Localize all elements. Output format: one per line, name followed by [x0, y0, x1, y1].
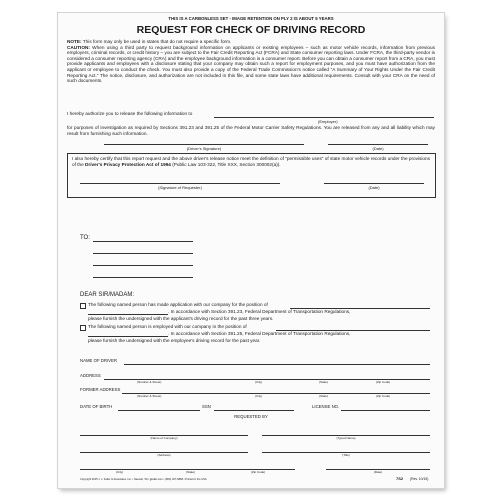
form-page	[58, 13, 444, 488]
copyright-footer: Copyright 2015 J. J. Keller & Associates, Inc. • Neenah, WI • jjkeller.com • (800) 327-6868 • Printed in the USA	[80, 478, 207, 481]
option2-text-3: please furnish the undersigned with the employee's driving record for the past year.	[88, 338, 261, 343]
former-address-label: FORMER ADDRESS	[80, 387, 121, 392]
note-paragraph	[67, 39, 435, 84]
form-revision: (Rev. 10/15)	[410, 476, 429, 481]
option2-text-2: . In accordance with Section 391.25, Federal Department of Transportation Regulations,	[168, 331, 351, 336]
requested-by-label: REQUESTED BY	[234, 414, 268, 419]
company-state-caption: (State)	[186, 470, 196, 474]
to-label: TO:	[80, 235, 90, 241]
requester-signature-caption: (Signature of Requester)	[158, 185, 202, 190]
option1-text-3: please furnish the undersigned with the applicant's driving record for the past three years.	[88, 316, 274, 321]
option2-text-1: The following named person is employed with our company in the position of	[88, 324, 247, 329]
to-line-4[interactable]	[93, 277, 193, 278]
investigation-text: for purposes of investigation as required by Sections 391.23 and 391.25 of the Federal Motor Carrier Safety Regulations. You are released from any and all liability which may result from furnishing such information.	[67, 125, 435, 136]
driver-signature-caption: (Driver's Signature)	[186, 146, 222, 151]
caution-label: CAUTION:	[67, 44, 90, 50]
driver-date-caption: (Date)	[372, 146, 384, 151]
option1-text-2: . In accordance with Section 391.23, Federal Department of Transportation Regulations,	[168, 309, 351, 314]
note-text: This form may only be used in states that do not require a specific form.	[81, 39, 232, 44]
dear-label: DEAR SIR/MADAM:	[80, 292, 135, 298]
address-city-caption: (City)	[255, 380, 263, 384]
company-city-caption: (City)	[116, 470, 124, 474]
to-line-3[interactable]	[93, 265, 193, 266]
to-line-1[interactable]	[93, 241, 193, 242]
form-title: REQUEST FOR CHECK OF DRIVING RECORD	[136, 24, 366, 36]
employer-line[interactable]	[214, 117, 434, 118]
license-no-line[interactable]	[341, 410, 430, 411]
option1-text-1: The following named person has made application with our company for the position of	[88, 302, 268, 307]
title-caption: (Title)	[342, 453, 350, 457]
ssn-label: SSN	[202, 404, 211, 409]
requester-signature-line[interactable]	[80, 183, 280, 184]
driver-date-line[interactable]	[328, 144, 428, 145]
certification-text: I also hereby certify that this report request and the above driver's release notice meet the definition of "permissible uses" of state motor vehicle records under the provisions of the Driver's Privacy Protection Act of 1994 (Public Law 103-322, Title XXX, Section 300002(a)).	[72, 156, 430, 167]
former-city-caption: (City)	[255, 394, 263, 398]
caution-text: When using a third party to request background information on applicants or existing employees – such as motor vehicle records, information from previous employers, criminal records, or credit history – you are subject to the Fair Credit Reporting Act (FCRA) and State consumer reporting laws. Under FCRA, the third-party vendor is considered a consumer reporting agency (CRA) and the employee background information is a consumer report. Before you can obtain a consumer report from a CRA, you must provide applicants and employees with a disclosure stating that your company may obtain such a report for employment purposes, and you must have authorization from the applicant or employee to conduct the check. You must also provide a copy of the Federal Trade Commission's notice called "A Summary of Your Rights Under the Fair Credit Reporting Act." The notice, disclosure, and authorization are not included in this file, and some state laws have additional requirements. Consult with your CRA on the need of such documents.	[67, 44, 435, 84]
typed-name-caption: (Typed Name)	[336, 436, 356, 440]
requester-date-caption: (Date)	[368, 185, 380, 190]
privacy-act-name: Driver's Privacy Protection Act of 1994	[85, 161, 171, 167]
name-of-driver-label: NAME OF DRIVER	[80, 358, 118, 363]
address-street-caption: (Number & Street)	[137, 380, 162, 384]
former-street-caption: (Number & Street)	[137, 394, 162, 398]
requester-date-line[interactable]	[324, 183, 424, 184]
company-name-caption: (Name of Company)	[150, 436, 178, 440]
authorize-text: I hereby authorize you to release the following information to	[67, 111, 193, 116]
company-zip-caption: (Zip Code)	[251, 470, 266, 474]
driver-signature-line[interactable]	[104, 144, 304, 145]
applicant-checkbox[interactable]	[80, 303, 86, 309]
former-state-caption: (State)	[319, 394, 329, 398]
applicant-position-line-2[interactable]	[88, 314, 168, 315]
license-no-label: LICENSE NO.	[312, 404, 340, 409]
employee-position-line-2[interactable]	[88, 336, 168, 337]
employee-checkbox[interactable]	[80, 325, 86, 331]
company-address-caption: (Address)	[157, 453, 171, 457]
form-number: 7S2	[396, 476, 404, 481]
date-of-birth-line[interactable]	[118, 410, 200, 411]
employer-caption: (Employer)	[318, 119, 338, 124]
request-date-caption: (Date)	[373, 470, 383, 474]
note-label: NOTE:	[67, 39, 82, 44]
to-line-2[interactable]	[93, 253, 193, 254]
address-label: ADDRESS	[80, 373, 101, 378]
driver-name-line[interactable]	[124, 364, 430, 365]
carbonless-banner: THIS IS A CARBONLESS SET - IMAGE RETENTION ON PLY 2 IS ABOUT 5 YEARS	[168, 16, 334, 21]
address-state-caption: (State)	[319, 380, 329, 384]
address-zip-caption: (Zip Code)	[376, 380, 391, 384]
ssn-line[interactable]	[214, 410, 294, 411]
date-of-birth-label: DATE OF BIRTH	[80, 404, 113, 409]
former-zip-caption: (Zip Code)	[376, 394, 391, 398]
